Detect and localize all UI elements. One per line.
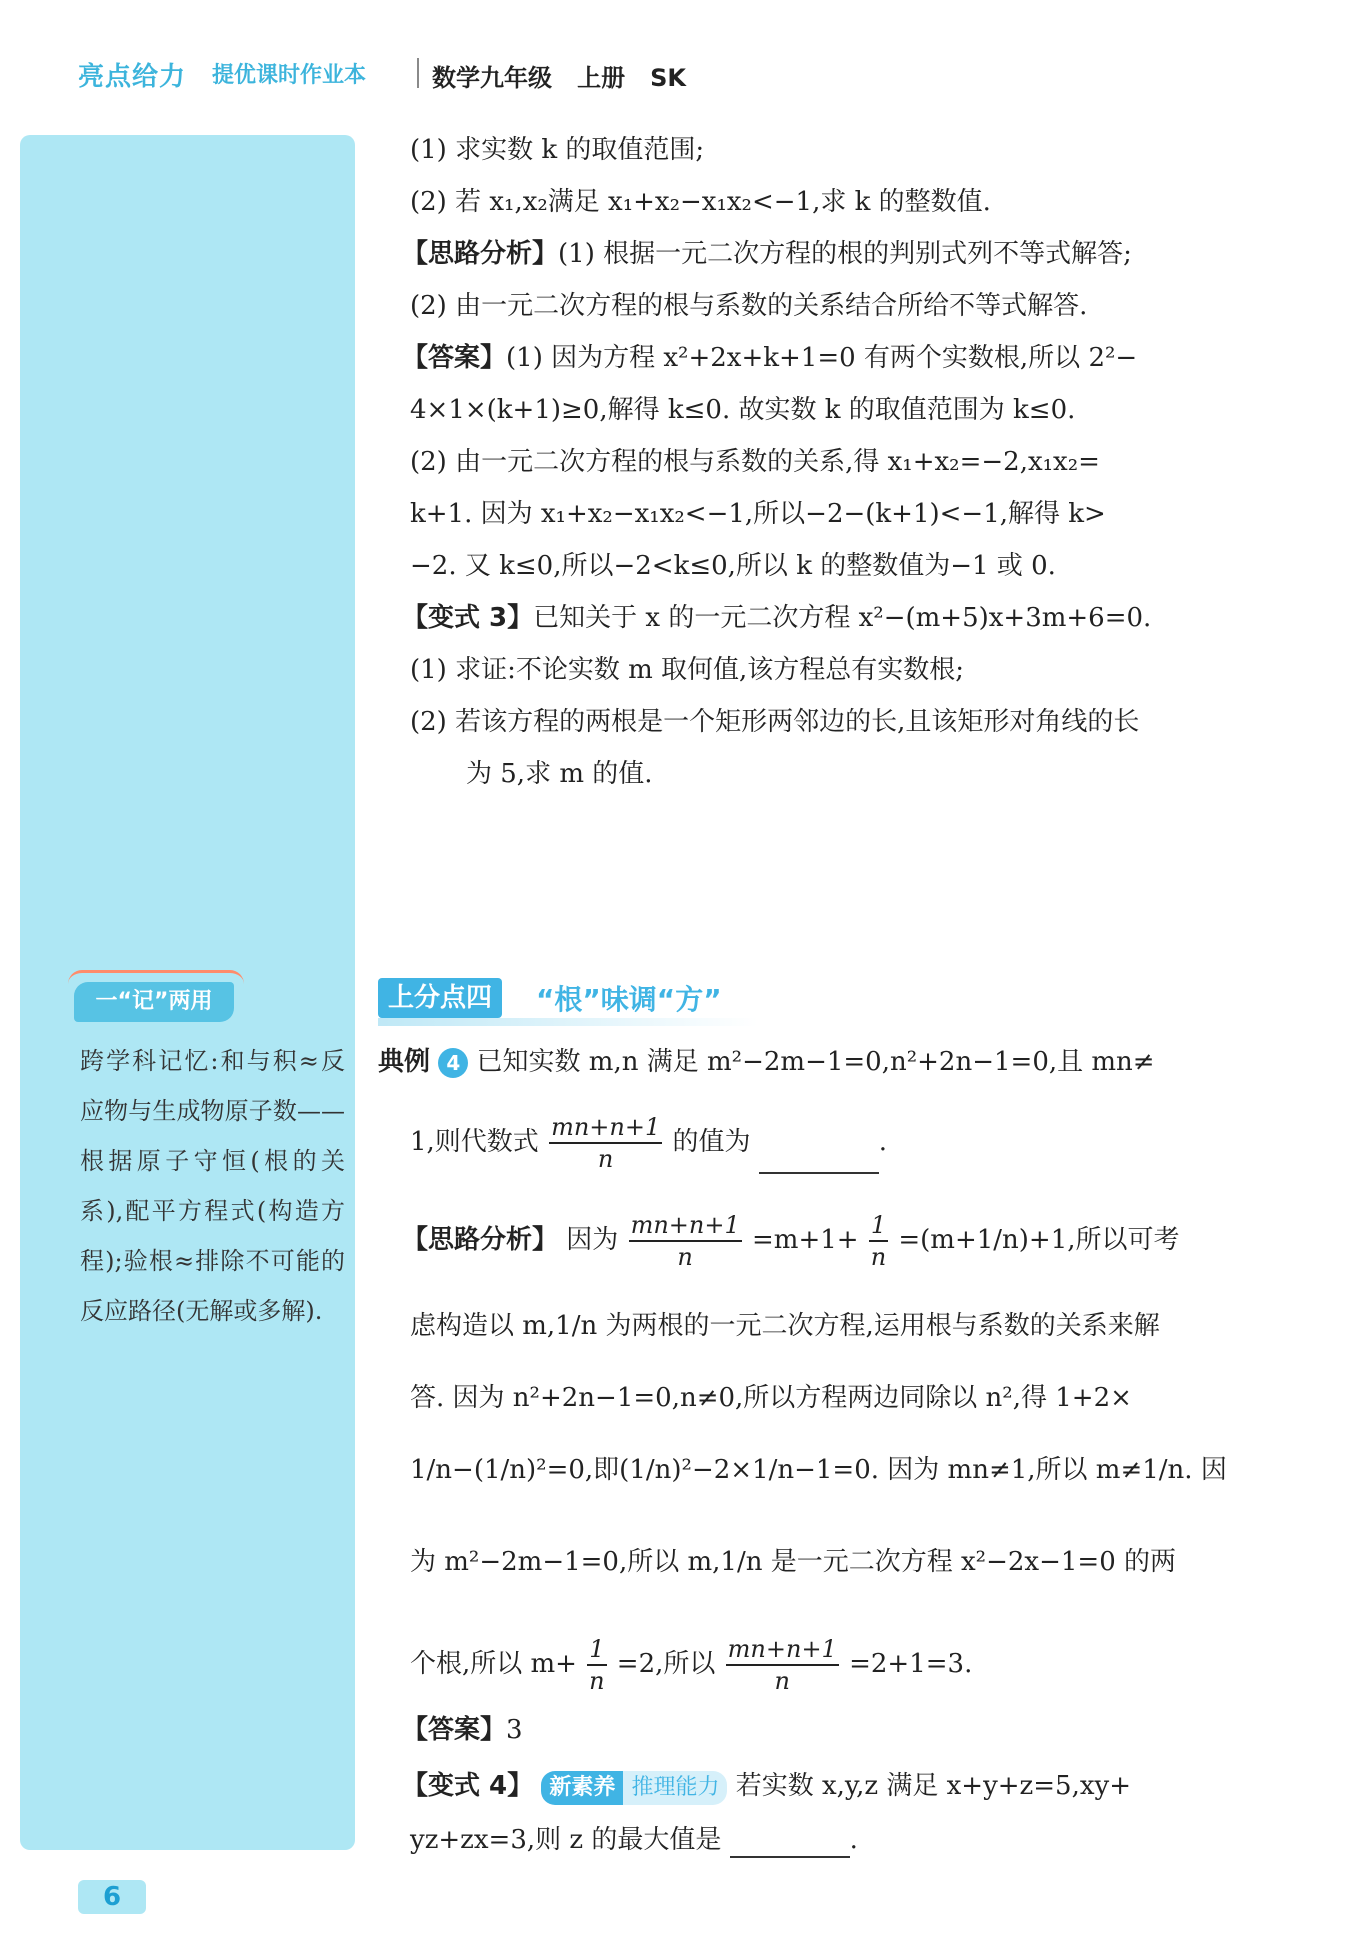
example-text-2a: 1,则代数式: [410, 1127, 539, 1157]
example-analysis-6c: =2+1=3.: [849, 1649, 973, 1679]
analysis-line-2: (2) 由一元二次方程的根与系数的关系结合所给不等式解答.: [410, 291, 1088, 321]
fraction-expression-2: [629, 1210, 742, 1272]
answer-line-2: 4×1×(k+1)≥0,解得 k≤0. 故实数 k 的取值范围为 k≤0.: [410, 395, 1076, 425]
variant-4-line-1: [402, 1768, 1131, 1805]
brand-subtitle: 提优课时作业本: [212, 63, 367, 88]
fraction-one-denominator: n: [870, 1243, 887, 1271]
example-answer-value: 3: [506, 1715, 523, 1745]
example-text-1: 已知实数 m,n 满足 m²−2m−1=0,n²+2n−1=0,且 mn≠: [476, 1047, 1155, 1077]
analysis-text-1: (1) 根据一元二次方程的根的判别式列不等式解答;: [558, 239, 1132, 269]
fraction-expression: [549, 1112, 662, 1174]
book-title: 数学九年级 上册 SK: [432, 64, 687, 92]
sidebar-note: 跨学科记忆:和与积≈反应物与生成物原子数——根据原子守恒(根的关系),配平方程式(构造方程);验根≈排除不可能的反应路径(无解或多解).: [80, 1047, 345, 1325]
example-analysis-6: [410, 1634, 972, 1696]
brand-logo: 亮点给力: [78, 62, 187, 92]
example-line-1: [378, 1044, 1155, 1080]
answer-line-3: (2) 由一元二次方程的根与系数的关系,得 x₁+x₂=−2,x₁x₂=: [410, 447, 1100, 477]
example-analysis-1a: 因为: [566, 1225, 619, 1255]
answer-line-5: −2. 又 k≤0,所以−2<k≤0,所以 k 的整数值为−1 或 0.: [410, 551, 1056, 581]
variant-4-line-2: yz+zx=3,则 z 的最大值是 .: [410, 1822, 858, 1858]
answer-text-1: (1) 因为方程 x²+2x+k+1=0 有两个实数根,所以 2²−: [506, 343, 1138, 373]
variant-3-label: 【变式 3】: [402, 603, 534, 633]
example-analysis-4: 1/n−(1/n)²=0,即(1/n)²−2×1/n−1=0. 因为 mn≠1,所以 m≠1/n. 因: [410, 1455, 1227, 1485]
fraction-numerator-3: mn+n+1: [726, 1634, 839, 1666]
new-literacy-badge: 新素养: [541, 1771, 623, 1805]
example-analysis-5: 为 m²−2m−1=0,所以 m,1/n 是一元二次方程 x²−2x−1=0 的两: [410, 1547, 1176, 1577]
example-number: 4: [438, 1048, 468, 1078]
variant-4-text-1: 若实数 x,y,z 满足 x+y+z=5,xy+: [735, 1771, 1131, 1801]
section-title: “根”味调“方”: [536, 983, 722, 1016]
example-answer-label: 【答案】: [402, 1715, 507, 1745]
example-label: 典例: [378, 1047, 431, 1077]
example-analysis-1b: =m+1+: [752, 1225, 859, 1255]
answer-line-1: [402, 340, 1137, 376]
variant-4-blank: [730, 1830, 850, 1858]
example-answer-line: [402, 1712, 523, 1748]
sidebar-tag: 一“记”两用: [74, 982, 234, 1022]
answer-blank: [759, 1146, 879, 1174]
example-analysis-6a: 个根,所以 m+: [410, 1649, 577, 1679]
fraction-denominator: n: [597, 1145, 614, 1173]
variant-3-question-2: (2) 若该方程的两根是一个矩形两邻边的长,且该矩形对角线的长: [410, 707, 1140, 737]
variant-4-text-2: yz+zx=3,则 z 的最大值是: [410, 1825, 722, 1855]
fraction-one-numerator: 1: [869, 1210, 888, 1242]
fraction-numerator: mn+n+1: [549, 1112, 662, 1144]
question-1: (1) 求实数 k 的取值范围;: [410, 135, 705, 165]
fraction-one-over-n: [869, 1210, 888, 1272]
example-analysis-1: [402, 1210, 1180, 1272]
fraction-one-numerator-2: 1: [587, 1634, 606, 1666]
analysis-line-1: [402, 236, 1132, 272]
example-text-2b: 的值为: [672, 1127, 751, 1157]
example-analysis-6b: =2,所以: [616, 1649, 716, 1679]
answer-label: 【答案】: [402, 343, 507, 373]
page-number: 6: [78, 1880, 146, 1914]
example-analysis-3: 答. 因为 n²+2n−1=0,n≠0,所以方程两边同除以 n²,得 1+2×: [410, 1383, 1132, 1413]
example-analysis-1c: =(m+1/n)+1,所以可考: [898, 1225, 1180, 1255]
example-line-2: 1,则代数式 $\frac{mn+n+1}{n}$ 的值为 .: [410, 1113, 888, 1173]
example-analysis-2: 虑构造以 m,1/n 为两根的一元二次方程,运用根与系数的关系来解: [410, 1311, 1160, 1341]
fraction-denominator-2: n: [677, 1243, 693, 1271]
question-2: (2) 若 x₁,x₂满足 x₁+x₂−x₁x₂<−1,求 k 的整数值.: [410, 187, 991, 217]
fraction-one-over-n-2: [587, 1634, 606, 1696]
analysis-label: 【思路分析】: [402, 239, 559, 269]
answer-line-4: k+1. 因为 x₁+x₂−x₁x₂<−1,所以−2−(k+1)<−1,解得 k>: [410, 499, 1106, 529]
variant-3-line: [402, 600, 1151, 636]
reasoning-ability-badge: 推理能力: [623, 1771, 727, 1805]
variant-3-question-2b: 为 5,求 m 的值.: [466, 759, 653, 789]
fraction-one-denominator-2: n: [589, 1667, 605, 1695]
fraction-expression-3: [726, 1634, 839, 1696]
variant-3-question-1: (1) 求证:不论实数 m 取何值,该方程总有实数根;: [410, 655, 965, 685]
example-analysis-label: 【思路分析】: [402, 1225, 559, 1255]
variant-3-text: 已知关于 x 的一元二次方程 x²−(m+5)x+3m+6=0.: [533, 603, 1152, 633]
section-badge: 上分点四: [378, 978, 502, 1018]
variant-4-label: 【变式 4】: [402, 1771, 534, 1801]
fraction-numerator-2: mn+n+1: [629, 1210, 742, 1242]
fraction-denominator-3: n: [774, 1667, 790, 1695]
